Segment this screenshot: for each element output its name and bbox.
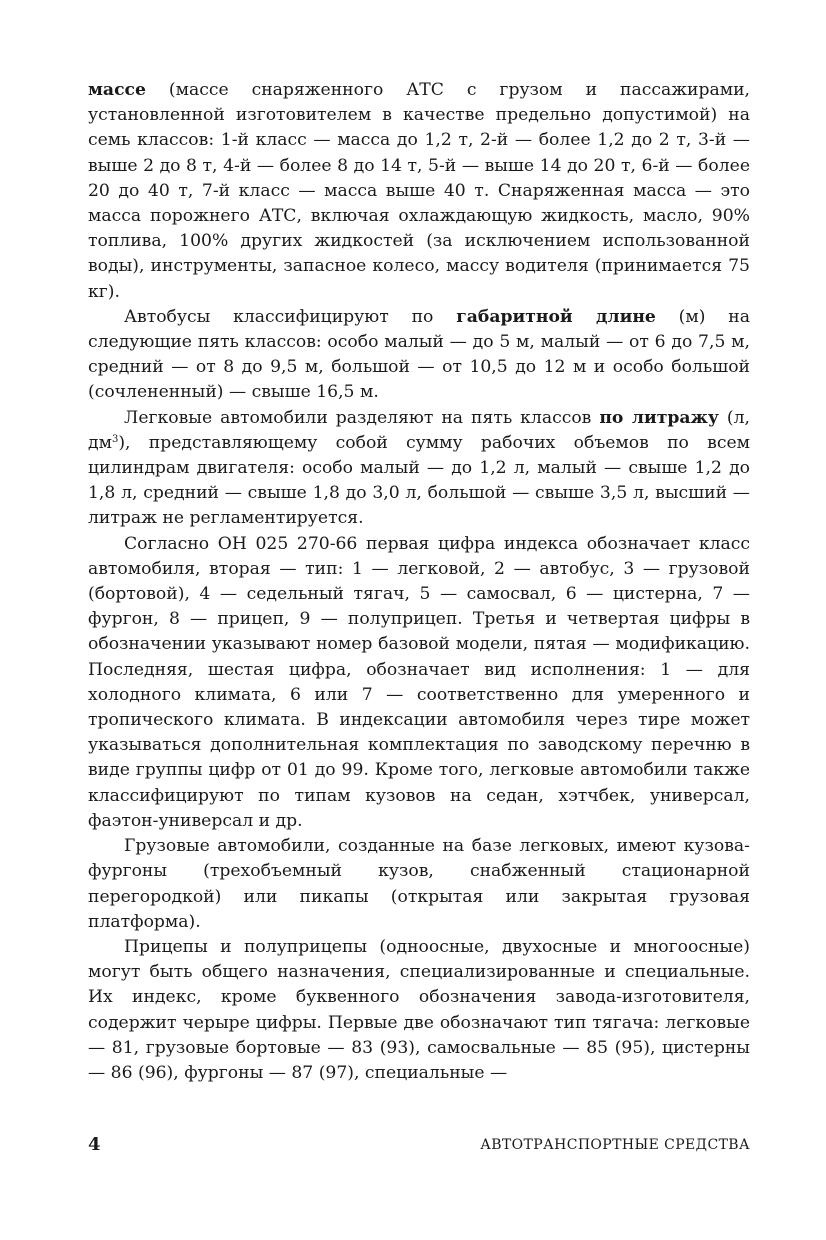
superscript: 3 [111,433,119,445]
paragraph-text: ), представляющему собой сумму рабочих объемов по всем цилиндрам двигателя: особо малый — до 1,2 л, малый — свыше 1,2 до 1,8 л, средний — свыше 1,8 до 3,0 л, большой — свыше 3,5 л, высший — литраж не регламентируется. [88,432,750,529]
paragraph-text: (л, дм [88,407,750,453]
bold-term: массе [88,80,146,100]
paragraph: Согласно ОН 025 270-66 первая цифра индекса обозначает класс автомобиля, вторая — тип: 1 — легковой, 2 — автобус, 3 — грузовой (бортовой), 4 — седельный тягач, 5 — самосвал, 6 — цистерна, 7 — фургон, 8 — прицеп, 9 — полуприцеп. Третья и четвертая цифры в обозначении указывают номер базовой модели, пятая — модификацию. Последняя, шестая цифра, обозначает вид исполнения: 1 — для холодного климата, 6 или 7 — соответственно для умеренного и тропического климата. В индексации автомобиля через тире может указываться дополнительная комплектация по заводскому перечню в виде группы цифр от 01 до 99. Кроме того, легковые автомобили также классифицируют по типам кузовов на седан, хэтчбек, универсал, фаэтон-универсал и др. [88,533,750,831]
paragraph [88,78,750,305]
page-number: 4 [88,1134,101,1155]
running-title: АВТОТРАНСПОРТНЫЕ СРЕДСТВА [480,1137,750,1153]
paragraph-text: (м) на следующие пять классов: особо малый — до 5 м, малый — от 6 до 7,5 м, средний — от 8 до 9,5 м, большой — от 10,5 до 12 м и особо большой (сочлененный) — свыше 16,5 м. [88,306,750,403]
page-footer [88,1134,750,1162]
paragraph: Прицепы и полуприцепы (одноосные, двухосные и многоосные) могут быть общего назначения, специализированные и специальные. Их индекс, кроме буквенного обозначения завода-изготовителя, содержит черыре цифры. Первые две обозначают тип тягача: легковые — 81, грузовые бортовые — 83 (93), самосвальные — 85 (95), цистерны — 86 (96), фургоны — 87 (97), специальные — [88,936,750,1083]
paragraph-text: Легковые автомобили разделяют на пять классов [124,407,600,428]
paragraph-text: (массе снаряженного АТС с грузом и пассажирами, установленной изготовителем в качестве предельно допустимой) на семь классов: 1-й класс — масса до 1,2 т, 2-й — более 1,2 до 2 т, 3-й — выше 2 до 8 т, 4-й — более 8 до 14 т, 5-й — выше 14 до 20 т, 6-й — более 20 до 40 т, 7-й класс — масса выше 40 т. Снаряженная масса — это масса порожнего АТС, включая охлаждающую жидкость, масло, 90% топлива, 100% других жидкостей (за исключением использованной воды), инструменты, запасное колесо, массу водителя (принимается 75 кг). [88,80,750,302]
body-text [88,78,750,1086]
paragraph: Грузовые автомобили, созданные на базе легковых, имеют кузова-фургоны (трехобъемный кузов, снабженный стационарной перегородкой) или пикапы (открытая или закрытая грузовая платформа). [88,836,750,932]
bold-term: габаритной длине [456,306,656,327]
paragraph-text: Автобусы классифицируют по [124,306,457,327]
paragraph [88,305,750,406]
paragraph [88,406,750,532]
bold-term: по литражу [599,407,719,428]
